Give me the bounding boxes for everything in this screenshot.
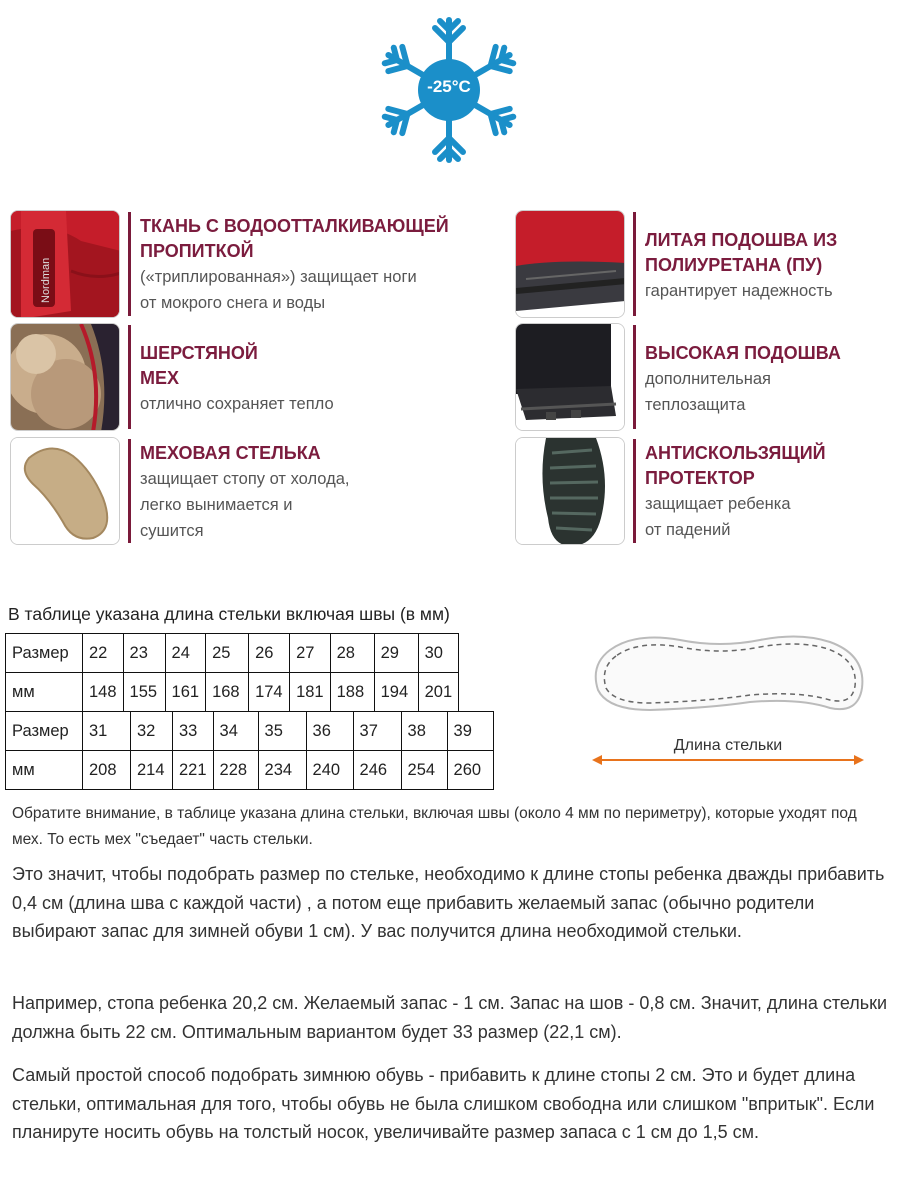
table-cell: 38 bbox=[401, 712, 447, 751]
table-cell: 161 bbox=[165, 673, 206, 712]
temperature-label: -25°C bbox=[427, 77, 471, 96]
table-row bbox=[6, 751, 494, 790]
table-cell: 260 bbox=[447, 751, 493, 790]
table-row bbox=[6, 673, 459, 712]
size-table-caption: В таблице указана длина стельки включая швы (в мм) bbox=[8, 604, 450, 624]
insole-photo bbox=[10, 437, 120, 545]
table-cell: 148 bbox=[83, 673, 124, 712]
row-label: Размер bbox=[6, 712, 83, 751]
feature-desc: («триплированная») защищает ноги от мокрого снега и воды bbox=[140, 268, 417, 312]
table-cell: 214 bbox=[131, 751, 173, 790]
table-cell: 39 bbox=[447, 712, 493, 751]
table-cell: 188 bbox=[330, 673, 374, 712]
feature-title: ВЫСОКАЯ ПОДОШВА bbox=[645, 343, 841, 363]
feature-desc: отлично сохраняет тепло bbox=[140, 395, 334, 413]
table-cell: 27 bbox=[290, 634, 331, 673]
row-label: мм bbox=[6, 673, 83, 712]
table-cell: 28 bbox=[330, 634, 374, 673]
table-cell: 208 bbox=[83, 751, 131, 790]
high-sole-photo bbox=[515, 323, 625, 431]
table-cell: 201 bbox=[418, 673, 459, 712]
table-cell: 23 bbox=[123, 634, 165, 673]
feature-title: ТКАНЬ С ВОДООТТАЛКИВАЮЩЕЙ ПРОПИТКОЙ bbox=[140, 216, 449, 261]
feature-title: ЛИТАЯ ПОДОШВА ИЗ ПОЛИУРЕТАНА (ПУ) bbox=[645, 230, 838, 275]
table-row bbox=[6, 712, 494, 751]
table-cell: 32 bbox=[131, 712, 173, 751]
insole-length-label: Длина стельки bbox=[673, 737, 783, 754]
table-cell: 37 bbox=[353, 712, 401, 751]
paragraph-3: Самый простой способ подобрать зимнюю обувь - прибавить к длине стопы 2 см. Это и будет длина стельки, оптимальная для того, чтобы обувь не была слишком свободна или слишком "впритык". Если планируте носить обувь на толстый носок, увеличивайте размер запаса с 1 см до 1,5 см. bbox=[12, 1065, 875, 1142]
paragraph-2: Например, стопа ребенка 20,2 см. Желаемый запас - 1 см. Запас на шов - 0,8 см. Значит, длина стельки должна быть 22 см. Оптимальным вариантом будет 33 размер (22,1 см). bbox=[12, 993, 888, 1042]
fur-photo bbox=[10, 323, 120, 431]
feature-fabric bbox=[10, 210, 510, 318]
brand-label: Nordman bbox=[40, 257, 52, 303]
table-cell: 34 bbox=[213, 712, 258, 751]
table-cell: 234 bbox=[258, 751, 306, 790]
feature-anti-slip bbox=[515, 437, 900, 545]
fabric-photo bbox=[10, 210, 120, 318]
table-cell: 26 bbox=[249, 634, 290, 673]
table-cell: 22 bbox=[83, 634, 124, 673]
table-cell: 35 bbox=[258, 712, 306, 751]
accent-bar bbox=[128, 212, 131, 316]
feature-desc: защищает ребенка от падений bbox=[645, 495, 791, 539]
table-cell: 228 bbox=[213, 751, 258, 790]
arrow-right-icon bbox=[854, 755, 864, 765]
table-cell: 25 bbox=[206, 634, 249, 673]
feature-desc: защищает стопу от холода, легко вынимается и сушится bbox=[140, 470, 350, 540]
table-cell: 155 bbox=[123, 673, 165, 712]
table-cell: 36 bbox=[306, 712, 353, 751]
accent-bar bbox=[633, 439, 636, 543]
accent-bar bbox=[633, 212, 636, 316]
feature-wool-fur bbox=[10, 323, 510, 431]
accent-bar bbox=[128, 325, 131, 429]
sole-photo bbox=[515, 210, 625, 318]
feature-desc: дополнительная теплозащита bbox=[645, 370, 771, 414]
feature-fur-insole bbox=[10, 437, 510, 545]
table-row bbox=[6, 634, 459, 673]
table-cell: 174 bbox=[249, 673, 290, 712]
table-cell: 194 bbox=[374, 673, 418, 712]
accent-bar bbox=[633, 325, 636, 429]
paragraph-1: Это значит, чтобы подобрать размер по стельке, необходимо к длине стопы ребенка дважды прибавить 0,4 см (длина шва с каждой части) , а потом еще прибавить желаемый запас (обычно родители выбирают запас для зимней обуви 1 см). У вас получится длина необходимой стельки. bbox=[12, 864, 885, 941]
table-cell: 221 bbox=[173, 751, 214, 790]
table-cell: 24 bbox=[165, 634, 206, 673]
row-label: Размер bbox=[6, 634, 83, 673]
table-cell: 29 bbox=[374, 634, 418, 673]
table-cell: 33 bbox=[173, 712, 214, 751]
feature-title: МЕХОВАЯ СТЕЛЬКА bbox=[140, 443, 321, 463]
table-cell: 31 bbox=[83, 712, 131, 751]
arrow-left-icon bbox=[592, 755, 602, 765]
table-cell: 246 bbox=[353, 751, 401, 790]
table-cell: 168 bbox=[206, 673, 249, 712]
table-note: Обратите внимание, в таблице указана длина стельки, включая швы (около 4 мм по периметру), которые уходят под мех. То есть мех "съедает" часть стельки. bbox=[12, 805, 857, 848]
feature-title: ШЕРСТЯНОЙ МЕХ bbox=[140, 343, 258, 388]
feature-title: АНТИСКОЛЬЗЯЩИЙ ПРОТЕКТОР bbox=[645, 443, 826, 488]
accent-bar bbox=[128, 439, 131, 543]
tread-photo bbox=[515, 437, 625, 545]
feature-high-sole bbox=[515, 323, 900, 431]
size-table-1 bbox=[5, 633, 459, 712]
size-table-2 bbox=[5, 711, 494, 790]
row-label: мм bbox=[6, 751, 83, 790]
insole-diagram bbox=[580, 610, 870, 790]
table-cell: 181 bbox=[290, 673, 331, 712]
table-cell: 30 bbox=[418, 634, 459, 673]
table-cell: 240 bbox=[306, 751, 353, 790]
table-cell: 254 bbox=[401, 751, 447, 790]
feature-pu-sole bbox=[515, 210, 900, 318]
feature-desc: гарантирует надежность bbox=[645, 282, 833, 300]
